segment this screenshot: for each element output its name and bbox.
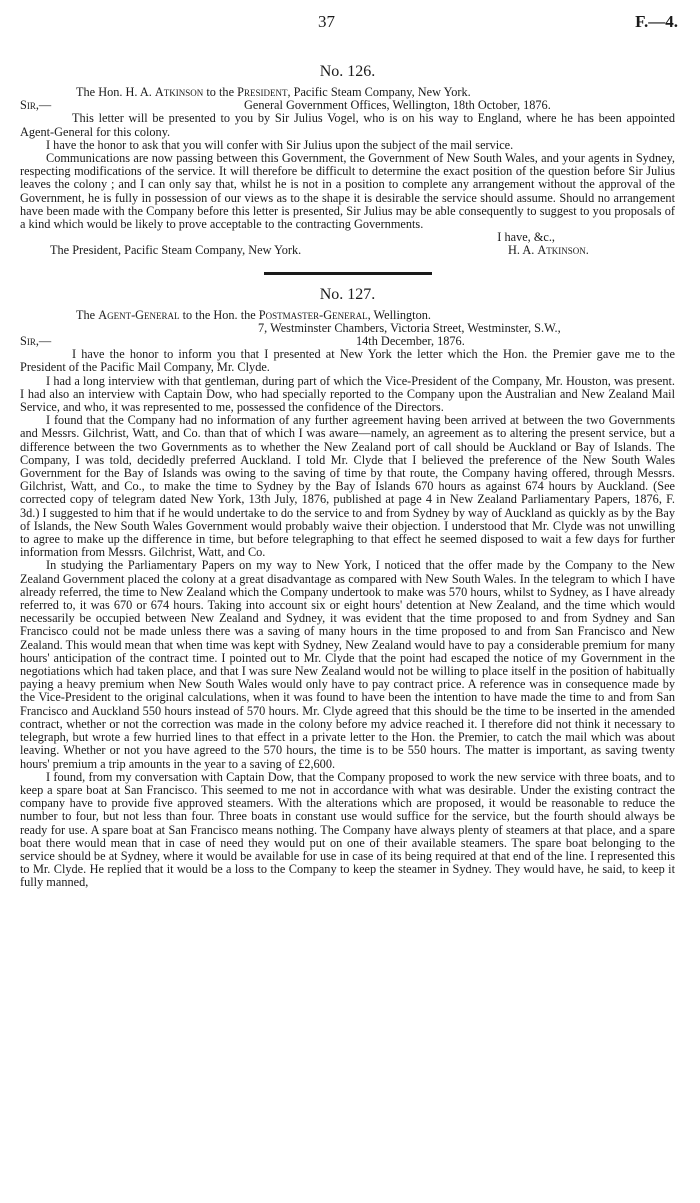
signature-initials: H. A. xyxy=(508,243,538,258)
salutation-row xyxy=(20,99,675,112)
title-text: to the xyxy=(203,85,238,99)
letter-date: 14th December, 1876. xyxy=(356,334,465,349)
salutation: Sir,— xyxy=(20,334,52,349)
page-number: 37 xyxy=(318,12,335,31)
letter-number: No. 126. xyxy=(319,63,376,80)
letter-126 xyxy=(20,62,675,258)
title-text: The Hon. H. A. xyxy=(76,85,155,99)
title-text: to the Hon. the xyxy=(179,307,259,322)
signature xyxy=(508,244,589,257)
paragraph: I have the honor to inform you that I presented at New York the letter which the Hon. the Premier gave me to the President of the Pacific Mail Company, Mr. Clyde. xyxy=(20,347,675,375)
recipient: The President, Pacific Steam Company, New York. xyxy=(50,243,302,258)
page-header xyxy=(0,12,700,34)
paragraph: I have the honor to ask that you will confer with Sir Julius upon the subject of the mail service. xyxy=(46,137,514,152)
paragraph: In studying the Parliamentary Papers on my way to New York, I noticed that the offer made by the Company to the New Zealand Government placed the colony at a great disadvantage as compared with New South Wales. In the telegram to which I have already referred, the time to New Zealand which the Company undertook to make was 570 hours, whilst to Sydney, as I have already referred to, it was 670 or 674 hours. Taking into account six or eight hours' detention at New Zealand, and the time which would necessarily be occupied between New Zealand and Sydney, it was evident that the time proposed to and from Sydney and San Francisco could not be made unless there was a saving of many hours in the time proposed to and from San Francisco and New Zealand. This would mean that when time was kept with Sydney, New Zealand would have to pay a considerable premium for many hours' anticipation of the contract time. I pointed out to Mr. Clyde that the point had escaped the notice of my Government in the negotiations which had taken place, and that I was sure New Zealand would not be willing to place itself in the position of habitually paying a heavy premium when New South Wales would only have to pay contract price. A reference was in consequence made by the Vice-President to the original calculations, when it was found to have been the intention to have made the time to and from San Francisco and Auckland 550 hours instead of 570 hours. Mr. Clyde agreed that this should be the time to be inserted in the amended contract, whether or not the correction was made in the colony before my advice reached it. I therefore did not think it necessary to telegraph, but wrote a few hurried lines to that effect in a private letter to the Hon. the Premier, to catch the mail which was about leaving. Whether or not you have agreed to the 570 hours, the time is to be 550 hours. The matter is important, as saving twenty hours' premium a trip amounts in the year to a saving of £2,600. xyxy=(20,558,675,771)
section-divider xyxy=(264,272,432,275)
page-content xyxy=(20,62,675,890)
title-text: The xyxy=(76,307,99,322)
document-reference: F.—4. xyxy=(635,12,678,31)
signature-name: Atkinson. xyxy=(537,243,589,258)
paragraph: I found, from my conversation with Captain Dow, that the Company proposed to work the new service with three boats, and to keep a spare boat at San Francisco. This seemed to me not in accordance with what was desirable. Under the existing contract the company have to provide five approved steamers. With the alterations which are proposed, it would be reasonable to reduce the number to four, but not less than four. Three boats in constant use would suffice for the service, but the fourth should always be ready for use. A spare boat at San Francisco means nothing. The Company have always plenty of steamers at that place, and a spare boat there would mean that in case of need they would put on one of their available steamers. The spare boat belonging to the service should be at Sydney, where it would be available for use in case of its being required at that end of the line. I represented this to Mr. Clyde. He replied that it would be a loss to the Company to keep the steamer in Sydney. They would have, he said, to keep it fully manned, xyxy=(20,769,675,890)
title-name: President xyxy=(237,85,288,99)
salutation: Sir,— xyxy=(20,98,52,113)
sender-address: 7, Westminster Chambers, Victoria Street, Westminster, S.W., xyxy=(258,320,561,335)
title-text: , Wellington. xyxy=(367,307,431,322)
signature-row xyxy=(20,244,675,257)
title-name: Postmaster-General xyxy=(258,307,368,322)
title-name: Agent-General xyxy=(98,307,180,322)
letter-number: No. 127. xyxy=(319,285,376,303)
sender-address: General Government Offices, Wellington, 18th October, 1876. xyxy=(244,98,551,113)
closing: I have, &c., xyxy=(497,230,555,245)
paragraph: This letter will be presented to you by Sir Julius Vogel, who is on his way to England, where he has been appointed Agent-General for this colony. xyxy=(20,111,675,139)
paragraph: Communications are now passing between this Government, the Government of New South Wales, and your agents in Sydney, respecting modifications of the service. It will therefore be difficult to determine the exact position of the question before Sir Julius leaves the colony ; and I can only say that, whilst he is not in a position to complete any arrangement without the approval of the Government, he is fully in possession of our views as to the shape it is desirable the service should assume. Should no arrangement have been made with the Company before this letter is presented, Sir Julius may be able consequently to suggest to you proposals of a kind which would be likely to prove acceptable to the contracting Governments. xyxy=(20,151,675,232)
paragraph: I found that the Company had no information of any further agreement having been arrived at between the two Governments and Messrs. Gilchrist, Watt, and Co. than that of which I was aware—namely, an agreement as to altering the present service, but a difference between the two Governments as to whether the New Zealand port of call should be Auckland or Bay of Islands. The Company, I was told, decidedly preferred Auckland. I told Mr. Clyde that I believed the preference of the New South Wales Government for the Bay of Islands was owing to the saving of time by that route, the Company having offered, through Messrs. Gilchrist, Watt, and Co., to make the time to Sydney by the Bay of Islands 670 hours as against 674 hours by Auckland. (See corrected copy of telegram dated New York, 13th July, 1876, published at page 4 in New Zealand Parliamentary Papers, 1876, F. 3d.) I suggested to him that if he would undertake to do the service to and from Sydney by way of Auckland as quickly as by the Bay of Islands, the New South Wales Government would probably waive their objection. I understood that Mr. Clyde was not unwilling to agree to make up the difference in time, but before telegraphing to that effect he seemed disposed to wait a few days for further information from Messrs. Gilchrist, Watt, and Co. xyxy=(20,413,676,560)
salutation-row xyxy=(20,335,675,348)
title-name: Atkinson xyxy=(154,85,204,99)
paragraph: I had a long interview with that gentleman, during part of which the Vice-President of the Company, Mr. Houston, was present. I had also an interview with Captain Dow, who had specially reported to the Company upon the Australian and New Zealand Mail Service, and who, it was represented to me, possessed the confidence of the Directors. xyxy=(20,373,675,415)
letter-title xyxy=(20,309,675,322)
title-text: , Pacific Steam Company, New York. xyxy=(287,85,471,99)
letter-127 xyxy=(20,285,675,890)
